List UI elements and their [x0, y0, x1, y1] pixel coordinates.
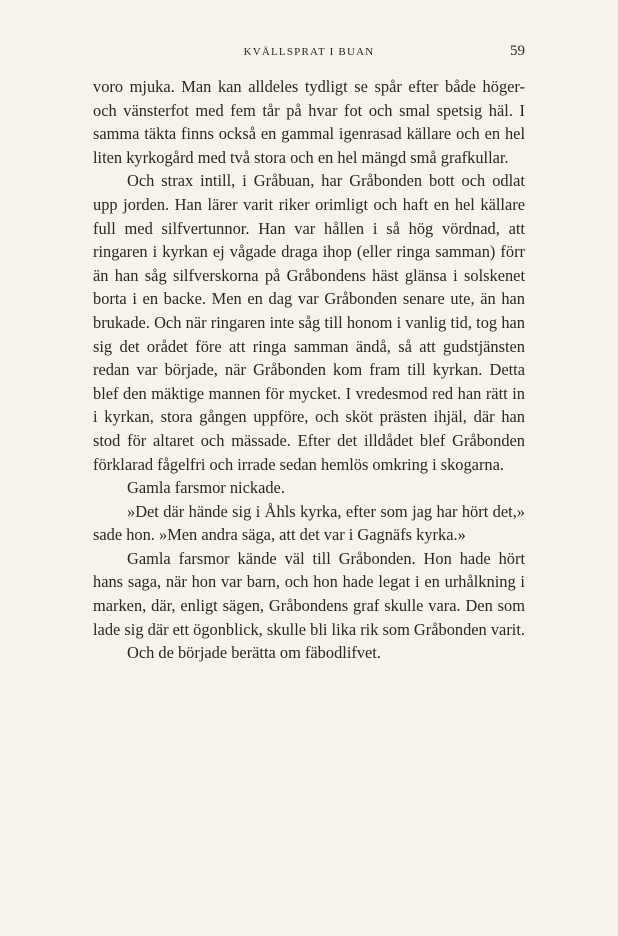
paragraph-6: Och de började berätta om fäbodlifvet. [127, 643, 381, 663]
body-text [93, 75, 525, 665]
paragraph-3: Gamla farsmor nickade. [127, 478, 285, 498]
paragraph-5: Gamla farsmor kände väl till Gråbonden. Hon hade hört hans saga, när hon var barn, och hon hade legat i en urhålkning i marken, där, enligt sägen, Gråbondens graf skulle vara. Den som lade sig där ett ögonblick, skulle bli lika rik som Gråbonden varit. [93, 548, 525, 639]
running-title: KVÄLLSPRAT I BUAN [243, 46, 375, 58]
page-number: 59 [510, 43, 525, 59]
paragraph-4: »Det där hände sig i Åhls kyrka, efter som jag har hört det,» sade hon. »Men andra säga, att det var i Gagnäfs kyrka.» [93, 501, 525, 545]
running-head [93, 43, 525, 64]
paragraph-1: voro mjuka. Man kan alldeles tydligt se spår efter både höger- och vänsterfot med fem tår på hvar fot och smal spetsig häl. I samma täkta finns också en gammal igenrasad källare och en hel liten kyrkogård med två stora och en hel mängd små grafkullar. [93, 77, 525, 167]
paragraph-2: Och strax intill, i Gråbuan, har Gråbonden bott och odlat upp jorden. Han lärer varit riker orimligt och haft en hel källare full med silfvertunnor. Han var hållen i så hög vördnad, att ringaren i kyrkan ej vågade draga ihop (eller ringa samman) förr än han såg silfverskorna på Gråbondens häst glänsa i solskenet borta i en backe. Men en dag var Gråbonden senare ute, än han brukade. Och när ringaren inte såg till honom i vanlig tid, tog han sig det orådet före att ringa samman ändå, så att gudstjänsten redan var började, när Gråbonden kom fram till kyrkan. Detta blef den mäktige mannen för mycket. I vredesmod red han rätt in i kyrkan, stora gången uppföre, och sköt prästen ihjäl, där han stod för altaret och mässade. Efter det illdådet blef Gråbonden förklarad fågelfri och irrade sedan hemlös omkring i skogarna. [93, 171, 525, 474]
